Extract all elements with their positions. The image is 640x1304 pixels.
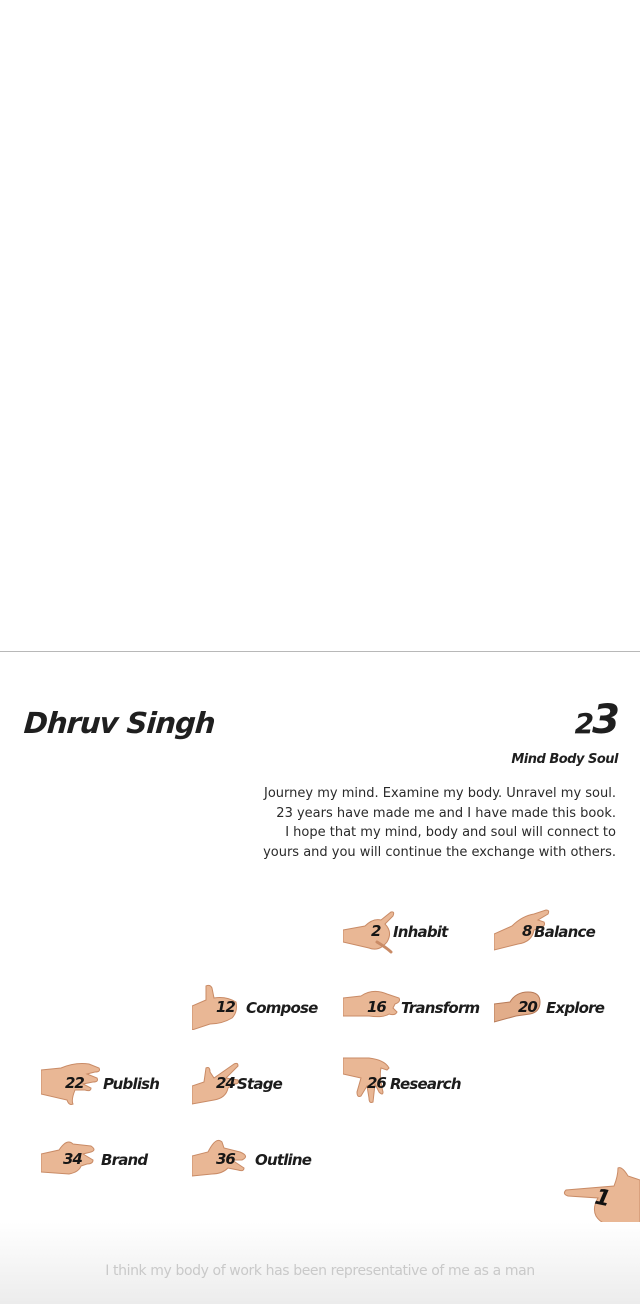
chapter-link-publish[interactable] (41, 1060, 191, 1106)
chapter-link-explore[interactable] (494, 984, 640, 1030)
intro-line: I hope that my mind, body and soul will connect to (285, 825, 616, 840)
intro-line: yours and you will continue the exchange with others. (263, 844, 616, 860)
blank-upper-area (0, 0, 640, 651)
chapter-label: Publish (103, 1075, 160, 1093)
intro-line: Journey my mind. Examine my body. Unravel my soul. (264, 786, 616, 801)
chapter-number: 8 (522, 922, 532, 940)
chapter-label: Inhabit (393, 923, 448, 941)
chapter-number: 36 (216, 1150, 235, 1168)
chapter-link-stage[interactable] (192, 1060, 342, 1106)
chapter-link-outline[interactable] (192, 1136, 342, 1182)
chapter-link-brand[interactable] (41, 1136, 191, 1182)
chapter-link-transform[interactable] (343, 984, 493, 1030)
chapter-number: 20 (518, 998, 537, 1016)
chapter-link-balance[interactable] (494, 908, 640, 954)
author-name: Dhruv Singh (22, 706, 216, 740)
chapter-number: 26 (367, 1074, 386, 1092)
chapter-number: 2 (371, 922, 381, 940)
chapter-number: 12 (216, 998, 235, 1016)
chapter-number: 24 (216, 1074, 235, 1092)
chapter-label: Transform (401, 999, 480, 1017)
intro-text (256, 784, 616, 862)
chapter-label: Explore (546, 999, 605, 1017)
chapter-label: Research (390, 1075, 461, 1093)
chapter-number: 34 (63, 1150, 82, 1168)
chapter-label: Outline (255, 1151, 312, 1169)
chapter-label: Stage (237, 1075, 283, 1093)
book-number-big: 3 (592, 697, 618, 743)
book-number-small: 2 (574, 707, 593, 740)
chapter-link-compose[interactable] (192, 984, 342, 1030)
intro-line: 23 years have made me and I have made this book. (276, 805, 616, 821)
chapter-number: 22 (65, 1074, 84, 1092)
chapter-label: Compose (246, 999, 318, 1017)
chapter-number: 16 (367, 998, 386, 1016)
chapter-link-inhabit[interactable] (343, 908, 493, 954)
chapter-label: Balance (534, 923, 595, 941)
pointer-number: 1 (592, 1184, 613, 1213)
chapter-label: Brand (101, 1151, 148, 1169)
chapter-link-research[interactable] (343, 1056, 493, 1108)
divider-line (0, 651, 640, 652)
book-subtitle: Mind Body Soul (511, 752, 618, 767)
footer-quote: I think my body of work has been representative of me as a man (105, 1263, 535, 1279)
book-number (574, 697, 618, 743)
